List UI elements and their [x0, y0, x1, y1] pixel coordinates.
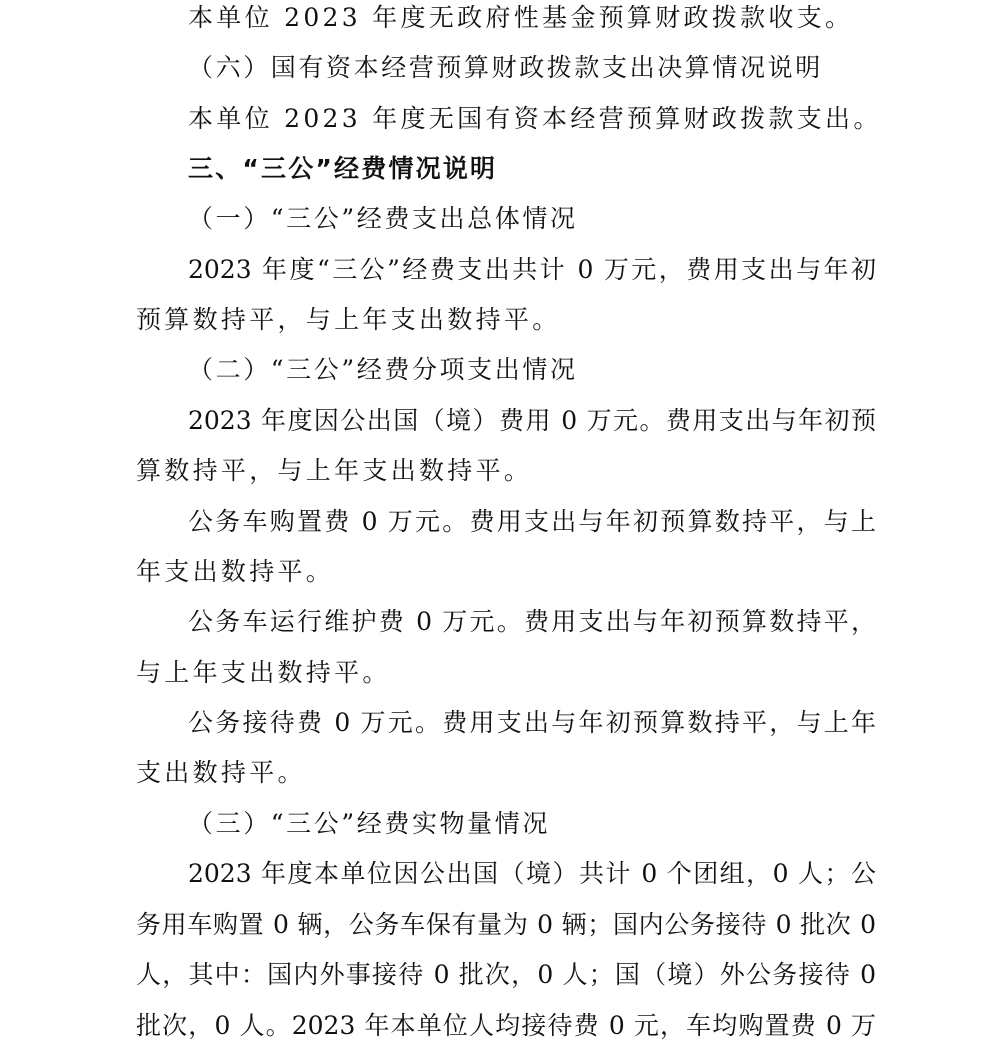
- section-subheading: （一）“三公”经费支出总体情况: [188, 204, 578, 233]
- paragraph-line: 公务车购置费 0 万元。费用支出与年初预算数持平，与上: [188, 507, 876, 536]
- paragraph-line: 批次，0 人。2023 年本单位人均接待费 0 元，车均购置费 0 万: [136, 1011, 876, 1040]
- paragraph-line: 2023 年度“三公”经费支出共计 0 万元，费用支出与年初: [188, 255, 876, 284]
- paragraph-line: 本单位 2023 年度无国有资本经营预算财政拨款支出。: [188, 104, 882, 133]
- paragraph-line: 年支出数持平。: [136, 557, 335, 586]
- paragraph-line: 人，其中：国内外事接待 0 批次，0 人；国（境）外公务接待 0: [136, 960, 876, 989]
- paragraph-line: 公务车运行维护费 0 万元。费用支出与年初预算数持平，: [188, 607, 876, 636]
- paragraph-line: 算数持平，与上年支出数持平。: [136, 456, 533, 485]
- section-subheading: （三）“三公”经费实物量情况: [188, 809, 550, 838]
- section-subheading: （六）国有资本经营预算财政拨款支出决算情况说明: [188, 53, 823, 82]
- paragraph-line: 务用车购置 0 辆，公务车保有量为 0 辆；国内公务接待 0 批次 0: [136, 910, 876, 939]
- paragraph-line: 公务接待费 0 万元。费用支出与年初预算数持平，与上年: [188, 708, 876, 737]
- paragraph-line: 2023 年度本单位因公出国（境）共计 0 个团组，0 人；公: [188, 859, 876, 888]
- paragraph-line: 与上年支出数持平。: [136, 658, 391, 687]
- paragraph-line: 支出数持平。: [136, 758, 306, 787]
- section-subheading: （二）“三公”经费分项支出情况: [188, 355, 578, 384]
- paragraph-line: 预算数持平，与上年支出数持平。: [136, 305, 561, 334]
- paragraph-line: 本单位 2023 年度无政府性基金预算财政拨款收支。: [188, 3, 854, 32]
- section-heading: 三、“三公”经费情况说明: [188, 154, 498, 183]
- paragraph-line: 2023 年度因公出国（境）费用 0 万元。费用支出与年初预: [188, 406, 876, 435]
